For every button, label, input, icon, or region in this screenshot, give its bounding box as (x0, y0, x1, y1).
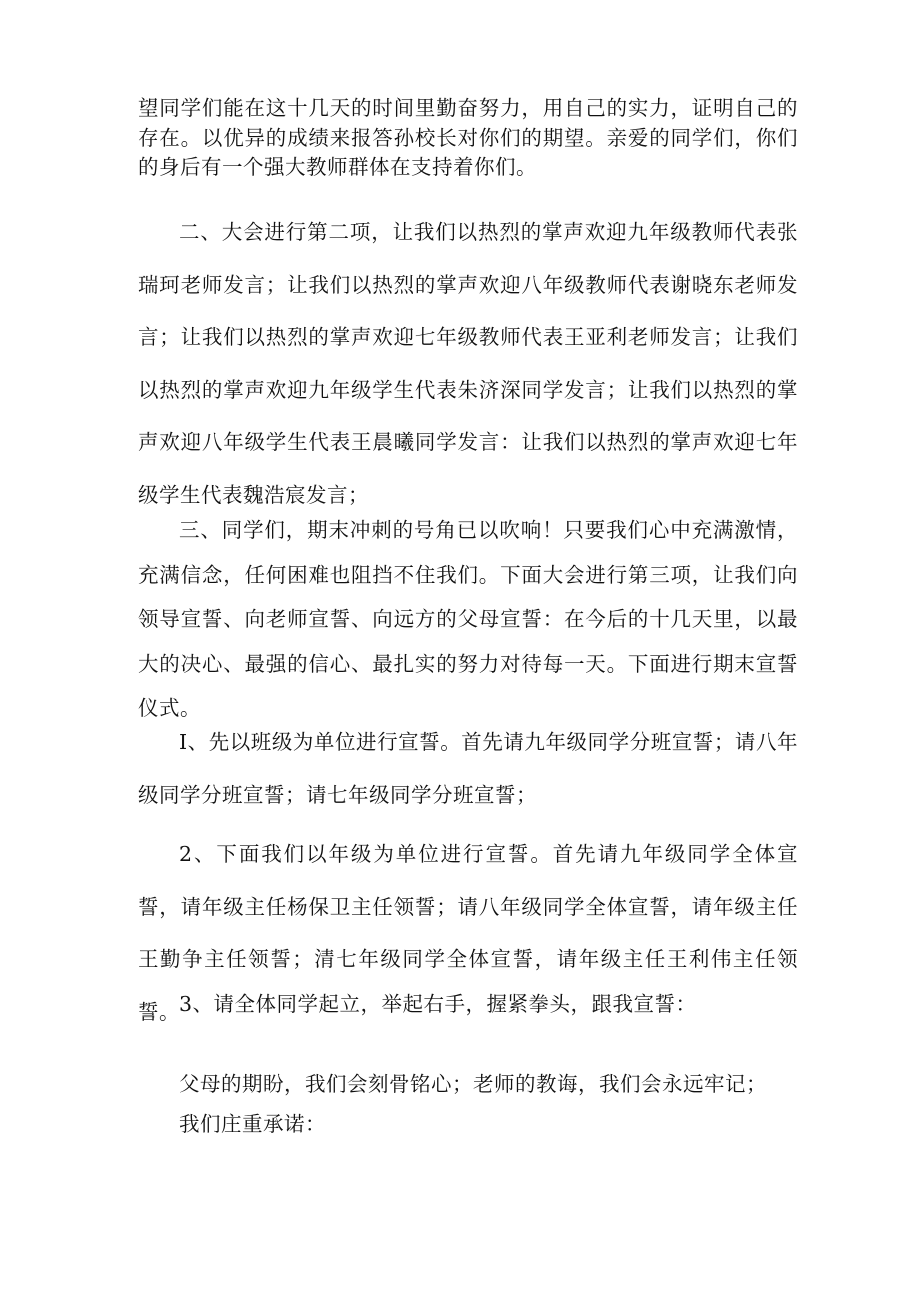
paragraph-item-three: 三、同学们，期末冲刺的号角已以吹响！只要我们心中充满激情，充满信念，任何困难也阻挡不住我们。下面大会进行第三项，让我们向领导宣誓、向老师宣誓、向远方的父母宣誓：在今后的十几天里，以最大的决心、最强的信心、最扎实的努力对待每一天。下面进行期末宣誓仪式。 (138, 518, 798, 720)
paragraph-step-one: I、先以班级为单位进行宣誓。首先请九年级同学分班宣誓；请八年级同学分班宣誓；请七年级同学分班宣誓； (138, 730, 798, 807)
paragraph-step-two: 2、下面我们以年级为单位进行宣誓。首先请九年级同学全体宣誓，请年级主任杨保卫主任领誓；请八年级同学全体宣誓，请年级主任王勤争主任领誓；清七年级同学全体宣誓，请年级主任王利伟主任领誓。 (138, 842, 798, 1024)
paragraph-oath-line: 父母的期盼，我们会刻骨铭心；老师的教诲，我们会永远牢记； (179, 1072, 767, 1096)
paragraph-item-two: 二、大会进行第二项，让我们以热烈的掌声欢迎九年级教师代表张瑞珂老师发言；让我们以热烈的掌声欢迎八年级教师代表谢晓东老师发言；让我们以热烈的掌声欢迎七年级教师代表王亚利老师发言；让我们以热烈的掌声欢迎九年级学生代表朱济深同学发言；让我们以热烈的掌声欢迎八年级学生代表王晨曦同学发言：让我们以热烈的掌声欢迎七年级学生代表魏浩宸发言； (138, 220, 798, 507)
paragraph-continuation: 望同学们能在这十几天的时间里勤奋努力，用自己的实力，证明自己的存在。以优异的成绩来报答孙校长对你们的期望。亲爱的同学们，你们的身后有一个强大教师群体在支持着你们。 (138, 96, 798, 179)
paragraph-oath-promise: 我们庄重承诺： (179, 1112, 326, 1136)
paragraph-step-three: 3、请全体同学起立，举起右手，握紧拳头，跟我宣誓： (179, 992, 697, 1016)
